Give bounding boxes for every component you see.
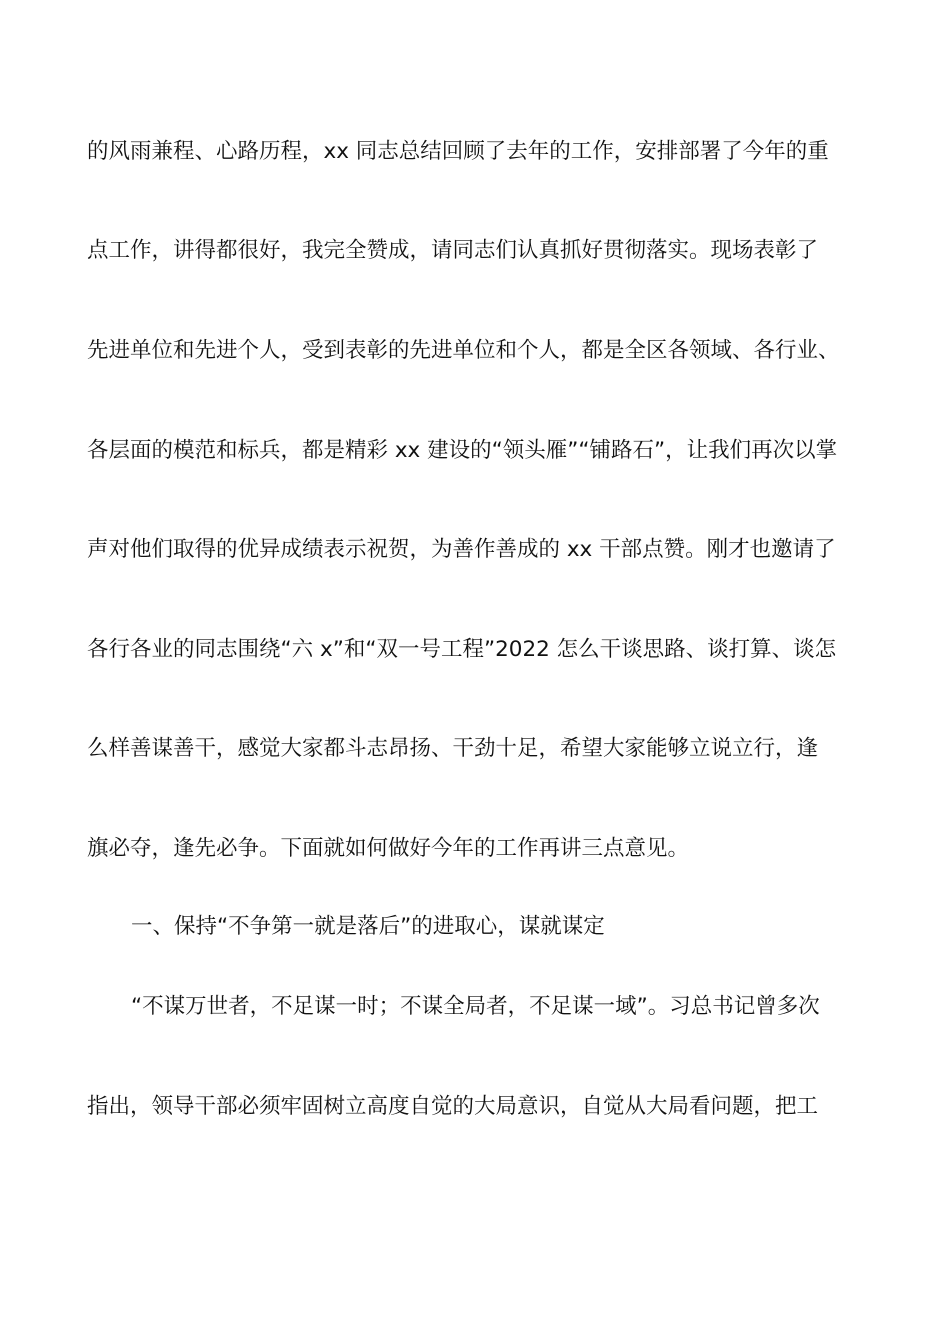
body-line-1: 的风雨兼程、心路历程，xx 同志总结回顾了去年的工作，安排部署了今年的重 (87, 139, 829, 164)
body-line-8: 旗必夺，逢先必争。下面就如何做好今年的工作再讲三点意见。 (87, 836, 690, 861)
para2-line-1: “不谋万世者，不足谋一时；不谋全局者，不足谋一域”。习总书记曾多次 (131, 994, 820, 1019)
section-heading: 一、保持“不争第一就是落后”的进取心，谋就谋定 (131, 914, 605, 939)
body-line-5: 声对他们取得的优异成绩表示祝贺，为善作善成的 xx 干部点赞。刚才也邀请了 (87, 537, 836, 562)
body-line-2: 点工作，讲得都很好，我完全赞成，请同志们认真抓好贯彻落实。现场表彰了 (87, 238, 819, 263)
para2-line-2: 指出，领导干部必须牢固树立高度自觉的大局意识，自觉从大局看问题，把工 (87, 1094, 819, 1119)
body-line-3: 先进单位和先进个人，受到表彰的先进单位和个人，都是全区各领域、各行业、 (87, 338, 840, 363)
body-line-7: 么样善谋善干，感觉大家都斗志昂扬、干劲十足，希望大家能够立说立行，逢 (87, 736, 819, 761)
body-line-4: 各层面的模范和标兵，都是精彩 xx 建设的“领头雁”“铺路石”，让我们再次以掌 (87, 438, 838, 463)
body-line-6: 各行各业的同志围绕“六 x”和“双一号工程”2022 怎么干谈思路、谈打算、谈怎 (87, 637, 837, 662)
